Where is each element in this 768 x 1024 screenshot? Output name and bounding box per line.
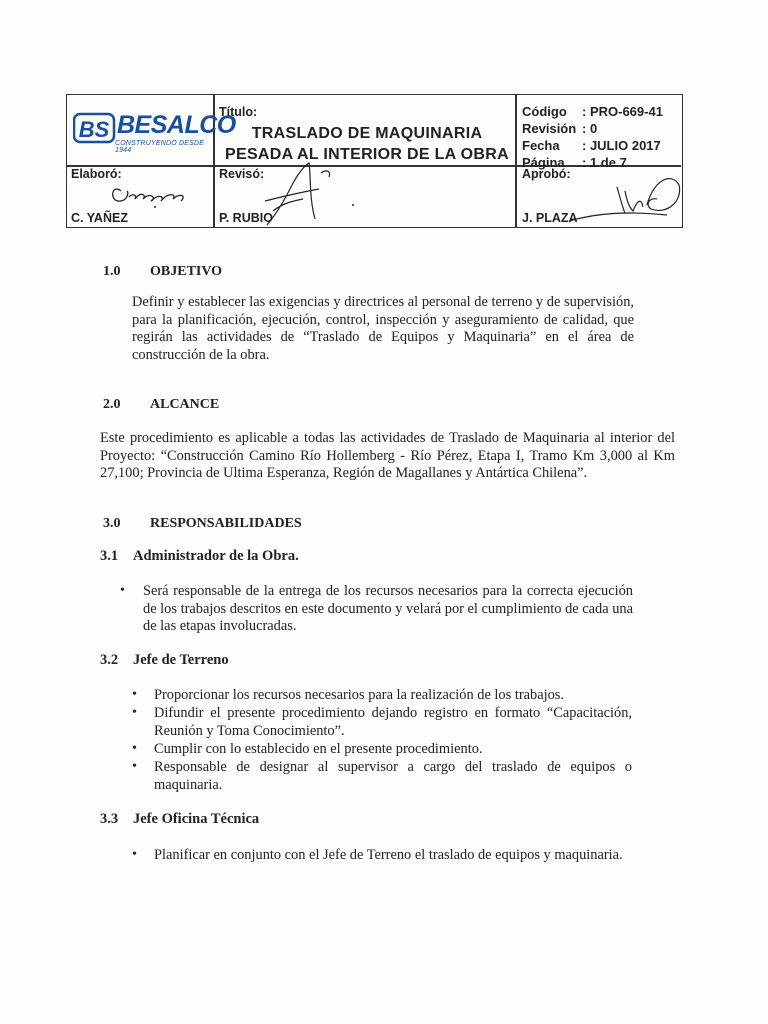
subsection-3-2-title: Jefe de Terreno — [133, 652, 229, 668]
list-item: Difundir el presente procedimiento dejando registro en formato “Capacitación, Reunión y Toma Conocimiento”. — [154, 705, 632, 739]
section-1-paragraph: Definir y establecer las exigencias y directrices al personal de terreno y de supervisión, para la planificación, ejecución, control, inspección y aseguramiento de calidad, que regirán las actividades de “Traslado de Equipos y Maquinaria” en el área de construcción de la obra. — [132, 294, 634, 363]
document-header-table — [66, 94, 683, 228]
elaboro-label: Elaboró: — [71, 167, 122, 181]
section-3-title: RESPONSABILIDADES — [150, 516, 302, 531]
aprobo-name: J. PLAZA — [522, 211, 578, 225]
meta-row-fecha: Fecha : JULIO 2017 — [522, 138, 661, 153]
section-3-number: 3.0 — [103, 516, 121, 531]
bullet-icon: • — [132, 759, 137, 774]
bullet-icon: • — [132, 687, 137, 702]
signature-reviso-icon — [257, 153, 367, 231]
bullet-icon: • — [120, 583, 125, 598]
meta-row-pagina: Página : 1 de 7 — [522, 155, 627, 170]
section-2-title: ALCANCE — [150, 397, 220, 412]
list-item: Será responsable de la entrega de los recursos necesarios para la correcta ejecución de los trabajos descritos en este documento y velará por el cumplimiento de cada una de las etapas involucradas. — [143, 583, 633, 635]
aprobo-label: Aprobó: — [522, 167, 571, 181]
signature-elaboro-icon — [107, 177, 197, 213]
reviso-name: P. RUBIO — [219, 211, 273, 225]
logo-wordmark: BESALCO — [117, 111, 236, 139]
list-item: Cumplir con lo establecido en el presente procedimiento. — [154, 741, 483, 757]
signature-aprobo-icon — [567, 161, 683, 231]
list-item: Planificar en conjunto con el Jefe de Terreno el traslado de equipos y maquinaria. — [154, 847, 623, 863]
subsection-3-3-number: 3.3 — [100, 811, 119, 827]
subsection-3-1-number: 3.1 — [100, 548, 119, 564]
subsection-3-2-number: 3.2 — [100, 652, 119, 668]
logo-mark-icon — [73, 111, 117, 145]
section-2-number: 2.0 — [103, 397, 121, 412]
logo-tagline: CONSTRUYENDO DESDE 1944 — [115, 140, 205, 154]
bullet-icon: • — [132, 741, 137, 756]
meta-row-revision: Revisión : 0 — [522, 121, 598, 136]
list-item: Responsable de designar al supervisor a cargo del traslado de equipos o maquinaria. — [154, 759, 632, 793]
section-1-number: 1.0 — [103, 264, 121, 279]
subsection-3-3-title: Jefe Oficina Técnica — [133, 811, 260, 827]
section-1-title: OBJETIVO — [150, 264, 223, 279]
svg-text:BS: BS — [78, 117, 110, 142]
list-item: Proporcionar los recursos necesarios para la realización de los trabajos. — [154, 687, 564, 703]
company-logo — [73, 111, 236, 154]
bullet-icon: • — [132, 847, 137, 862]
titulo-label: Título: — [219, 105, 258, 119]
elaboro-name: C. YAÑEZ — [71, 211, 128, 225]
reviso-label: Revisó: — [219, 167, 265, 181]
document-title: TRASLADO DE MAQUINARIA PESADA AL INTERIOR DE LA OBRA — [225, 125, 509, 163]
subsection-3-1-title: Administrador de la Obra. — [133, 548, 299, 564]
meta-row-codigo: Código : PRO-669-41 — [522, 104, 663, 119]
section-2-paragraph: Este procedimiento es aplicable a todas las actividades de Traslado de Maquinaria al interior del Proyecto: “Construcción Camino Río Hollemberg - Río Pérez, Etapa I, Tramo Km 3,000 al Km 27,100; Provincia de Ultima Esperanza, Región de Magallanes y Antártica Chilena”. — [100, 430, 675, 482]
bullet-icon: • — [132, 705, 137, 720]
